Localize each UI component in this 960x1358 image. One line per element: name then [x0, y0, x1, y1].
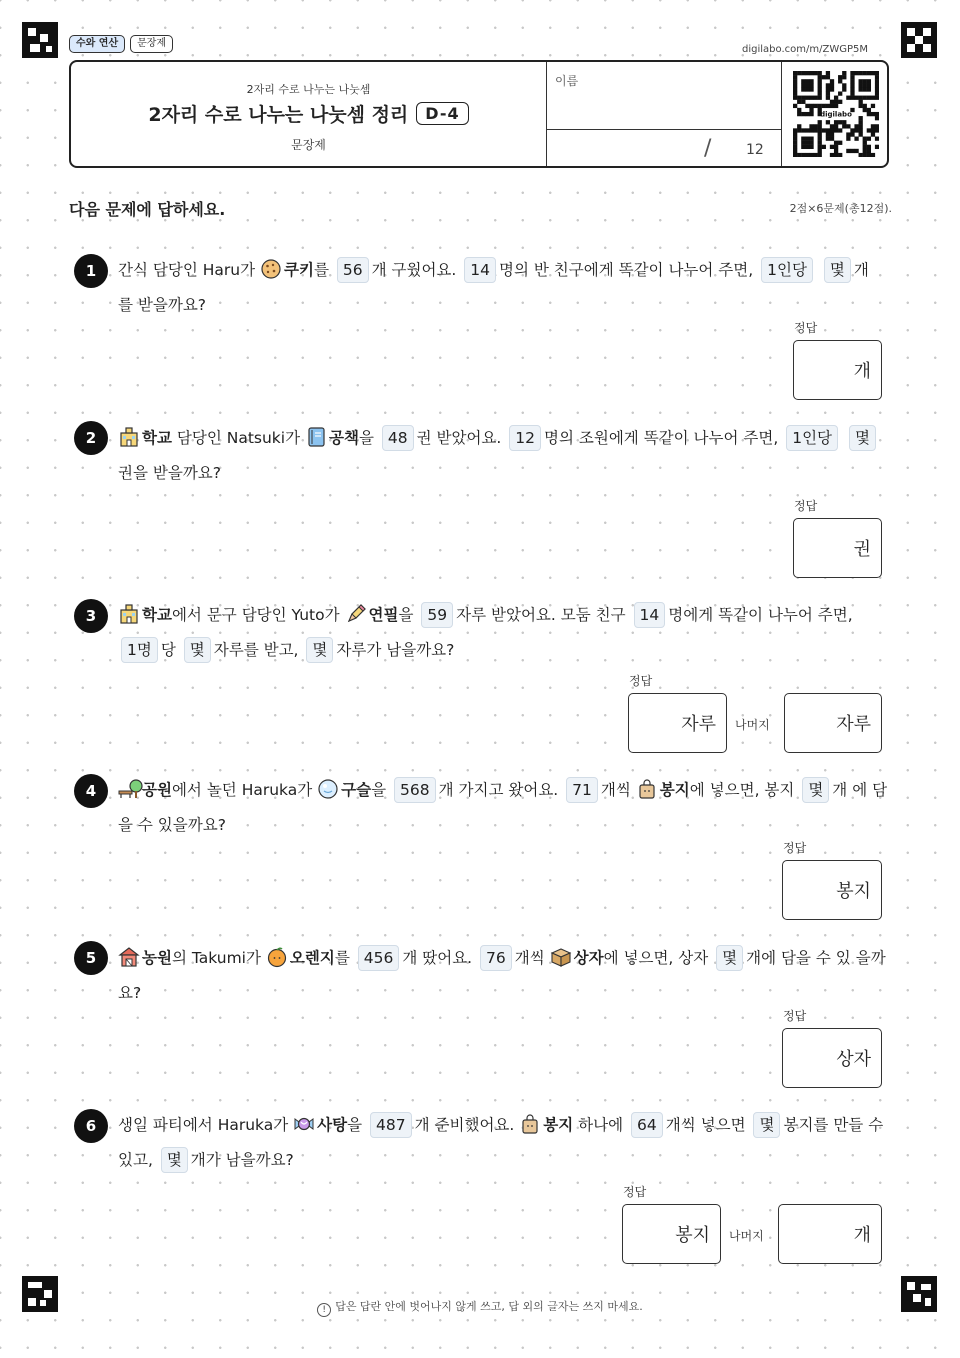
q3-text: 에서 문구 담당인 Yuto가 [171, 606, 340, 624]
q6-text: 개 준비했어요. [414, 1116, 515, 1134]
q5-text: 개 땄어요. [402, 949, 473, 967]
q2-text: 담당인 Natsuki가 [176, 429, 301, 447]
remainder-unit-3: 자루 [836, 714, 871, 735]
q2-item: 공책 [329, 429, 359, 447]
worksheet-code: D-4 [416, 102, 468, 125]
answer-unit-5: 상자 [836, 1049, 871, 1070]
q3-number-divisor: 14 [634, 602, 666, 628]
footer-text: 답은 답란 안에 벗어나지 않게 쓰고, 답 외의 글자는 쓰지 마세요. [335, 1300, 643, 1313]
q6-text: 생일 파티에서 Haruka가 [118, 1116, 289, 1134]
answer-label-1: 정답 [794, 321, 818, 335]
q5-text: 을까요? [118, 949, 886, 1002]
question-text-2 [118, 421, 888, 491]
answer-label-5: 정답 [783, 1009, 807, 1023]
q4-text: 개 [832, 781, 848, 799]
q5-text: 의 Takumi가 [171, 949, 261, 967]
q6-container: 봉지 [543, 1116, 574, 1134]
q2-text: 권 받았어요. [416, 429, 502, 447]
q3-ask: 몇 [184, 637, 211, 663]
q3-text: 자루 받았어요. 모둠 친구 [456, 606, 626, 624]
question-text-4 [118, 773, 888, 843]
answer-unit-4: 봉지 [836, 881, 871, 902]
answer-unit-3: 자루 [681, 714, 716, 735]
q1-particle: 를 [313, 261, 329, 279]
question-number-1: 1 [74, 254, 108, 288]
answer-label-2: 정답 [794, 499, 818, 513]
q2-number-divisor: 12 [509, 425, 541, 451]
q2-ask: 몇 [849, 425, 876, 451]
q4-ask: 몇 [802, 777, 829, 803]
answer-box-6[interactable] [622, 1204, 721, 1264]
answer-box-5[interactable] [782, 1028, 882, 1088]
q5-place: 농원 [142, 949, 172, 967]
q3-text: 명에게 똑같이 나누어 주면, [668, 606, 853, 624]
remainder-unit-6: 개 [853, 1225, 871, 1246]
footer-note [0, 1298, 960, 1317]
q5-number-divisor: 76 [480, 945, 512, 971]
question-text-5 [118, 941, 888, 1011]
answer-unit-1: 개 [853, 361, 871, 382]
corner-marker-top-right [901, 22, 937, 58]
q4-container: 봉지 [659, 781, 690, 799]
worksheet-header [69, 60, 889, 168]
candy-icon [293, 1113, 315, 1135]
q4-place: 공원 [142, 781, 172, 799]
q5-ask: 몇 [716, 945, 743, 971]
question-text-6 [118, 1108, 888, 1178]
q3-text: 자루를 받고, [213, 641, 299, 659]
remainder-box-3[interactable] [784, 693, 882, 753]
q2-text: 명의 조원에게 똑같이 나누어 주면, [544, 429, 779, 447]
worksheet-url: digilabo.com/m/ZWGP5M [742, 44, 868, 55]
q6-ask: 몇 [753, 1112, 780, 1138]
q6-item: 사탕 [317, 1116, 348, 1134]
q2-text: 권을 받을까요? [118, 464, 221, 482]
marble-icon [317, 778, 339, 800]
q1-item: 쿠키 [283, 261, 314, 279]
answer-box-3[interactable] [628, 693, 727, 753]
answer-box-1[interactable] [793, 340, 882, 400]
q5-text: 에 넣으면, 상자 [603, 949, 709, 967]
subject-tag: 수와 연산 [69, 35, 125, 53]
q5-number-total: 456 [358, 945, 400, 971]
orange-icon [266, 946, 288, 968]
question-number-3: 3 [74, 599, 108, 633]
q5-item: 오렌지 [289, 949, 335, 967]
remainder-box-6[interactable] [778, 1204, 882, 1264]
bag-icon [636, 778, 658, 800]
answer-label-4: 정답 [783, 841, 807, 855]
bag-icon [519, 1113, 541, 1135]
notebook-icon [305, 426, 327, 448]
barn-icon [118, 946, 140, 968]
q1-per-person: 1인당 [761, 257, 813, 283]
worksheet-title: 2자리 수로 나누는 나눗셈 정리 [148, 104, 409, 126]
q4-text: 에서 놀던 Haruka가 [171, 781, 313, 799]
q4-number-total: 568 [394, 777, 436, 803]
q2-place: 학교 [142, 429, 172, 447]
q6-text: 봉지를 만들 [783, 1116, 864, 1134]
school-icon [118, 603, 140, 625]
q3-item: 연필 [368, 606, 399, 624]
question-text-3 [118, 598, 888, 668]
school-icon [118, 426, 140, 448]
qr-code [793, 71, 879, 157]
info-icon: ! [317, 1303, 331, 1317]
q5-text: 개에 담을 수 있 [746, 949, 851, 967]
q1-ask: 몇 [824, 257, 851, 283]
answer-box-4[interactable] [782, 860, 882, 920]
score-total: 12 [746, 142, 764, 158]
q6-text: 하나에 [578, 1116, 624, 1134]
q3-ask-remainder: 몇 [306, 637, 333, 663]
q1-text: 를 받을까요? [118, 296, 207, 314]
q1-number-divisor: 14 [464, 257, 496, 283]
qr-label: digilabo [820, 110, 852, 119]
type-tag: 문장제 [130, 35, 173, 53]
question-number-4: 4 [74, 774, 108, 808]
q6-text: 수 있고, [118, 1116, 884, 1169]
answer-unit-6: 봉지 [675, 1225, 710, 1246]
q2-number-total: 48 [382, 425, 414, 451]
q4-item: 구슬 [341, 781, 372, 799]
answer-label-6: 정답 [623, 1185, 647, 1199]
worksheet-subtitle: 2자리 수로 나누는 나눗셈 [246, 83, 371, 96]
q6-text: 개가 남을까요? [190, 1151, 294, 1169]
question-number-6: 6 [74, 1109, 108, 1143]
q1-text: 간식 담당인 Haru가 [118, 261, 256, 279]
q4-text: 에 넣으면, 봉지 [689, 781, 795, 799]
question-number-5: 5 [74, 941, 108, 975]
q5-text: 개씩 [514, 949, 545, 967]
cookie-icon [260, 258, 282, 280]
title-area [71, 62, 547, 166]
q5-container: 상자 [573, 949, 604, 967]
q3-place: 학교 [142, 606, 172, 624]
q3-text: 자루가 남을까요? [336, 641, 455, 659]
q3-per-person: 1명 [121, 637, 158, 663]
box-icon [550, 946, 572, 968]
q1-text: 개 구웠어요. [371, 261, 457, 279]
q3-number-total: 59 [421, 602, 453, 628]
q4-number-divisor: 71 [566, 777, 598, 803]
q5-particle: 를 [334, 949, 350, 967]
question-number-2: 2 [74, 421, 108, 455]
q4-text: 개씩 [600, 781, 631, 799]
park-icon [118, 778, 140, 800]
q6-number-divisor: 64 [631, 1112, 663, 1138]
worksheet-type: 문장제 [291, 138, 326, 152]
corner-marker-top-left [22, 22, 58, 58]
q4-text: 에 담을 수 있을까요? [118, 781, 888, 834]
pencil-icon [345, 603, 367, 625]
instruction-text: 다음 문제에 답하세요. [69, 200, 226, 219]
score-slash: / [704, 136, 712, 161]
q1-text: 개 [853, 261, 869, 279]
q4-particle: 을 [371, 781, 387, 799]
question-text-1 [118, 253, 888, 323]
name-score-area [546, 62, 782, 166]
q2-particle: 을 [358, 429, 374, 447]
q1-text: 명의 반 친구에게 똑같이 나누어 주면, [499, 261, 754, 279]
q3-particle: 을 [398, 606, 414, 624]
q6-number-total: 487 [370, 1112, 412, 1138]
q6-text: 개씩 넣으면 [665, 1116, 746, 1134]
answer-box-2[interactable] [793, 518, 882, 578]
q3-text: 당 [160, 641, 176, 659]
answer-unit-2: 권 [853, 539, 871, 560]
q4-text: 개 가지고 왔어요. [438, 781, 559, 799]
q2-per-person: 1인당 [786, 425, 838, 451]
remainder-label-6: 나머지 [729, 1229, 764, 1243]
q6-ask-remainder: 몇 [161, 1147, 188, 1173]
q1-number-total: 56 [337, 257, 369, 283]
q6-particle: 을 [347, 1116, 363, 1134]
remainder-label-3: 나머지 [735, 718, 770, 732]
name-label: 이름 [555, 74, 579, 88]
name-score-divider [546, 129, 781, 130]
answer-label-3: 정답 [629, 674, 653, 688]
category-tags [69, 35, 173, 53]
scoring-text: 2점×6문제(총12점). [789, 202, 892, 215]
